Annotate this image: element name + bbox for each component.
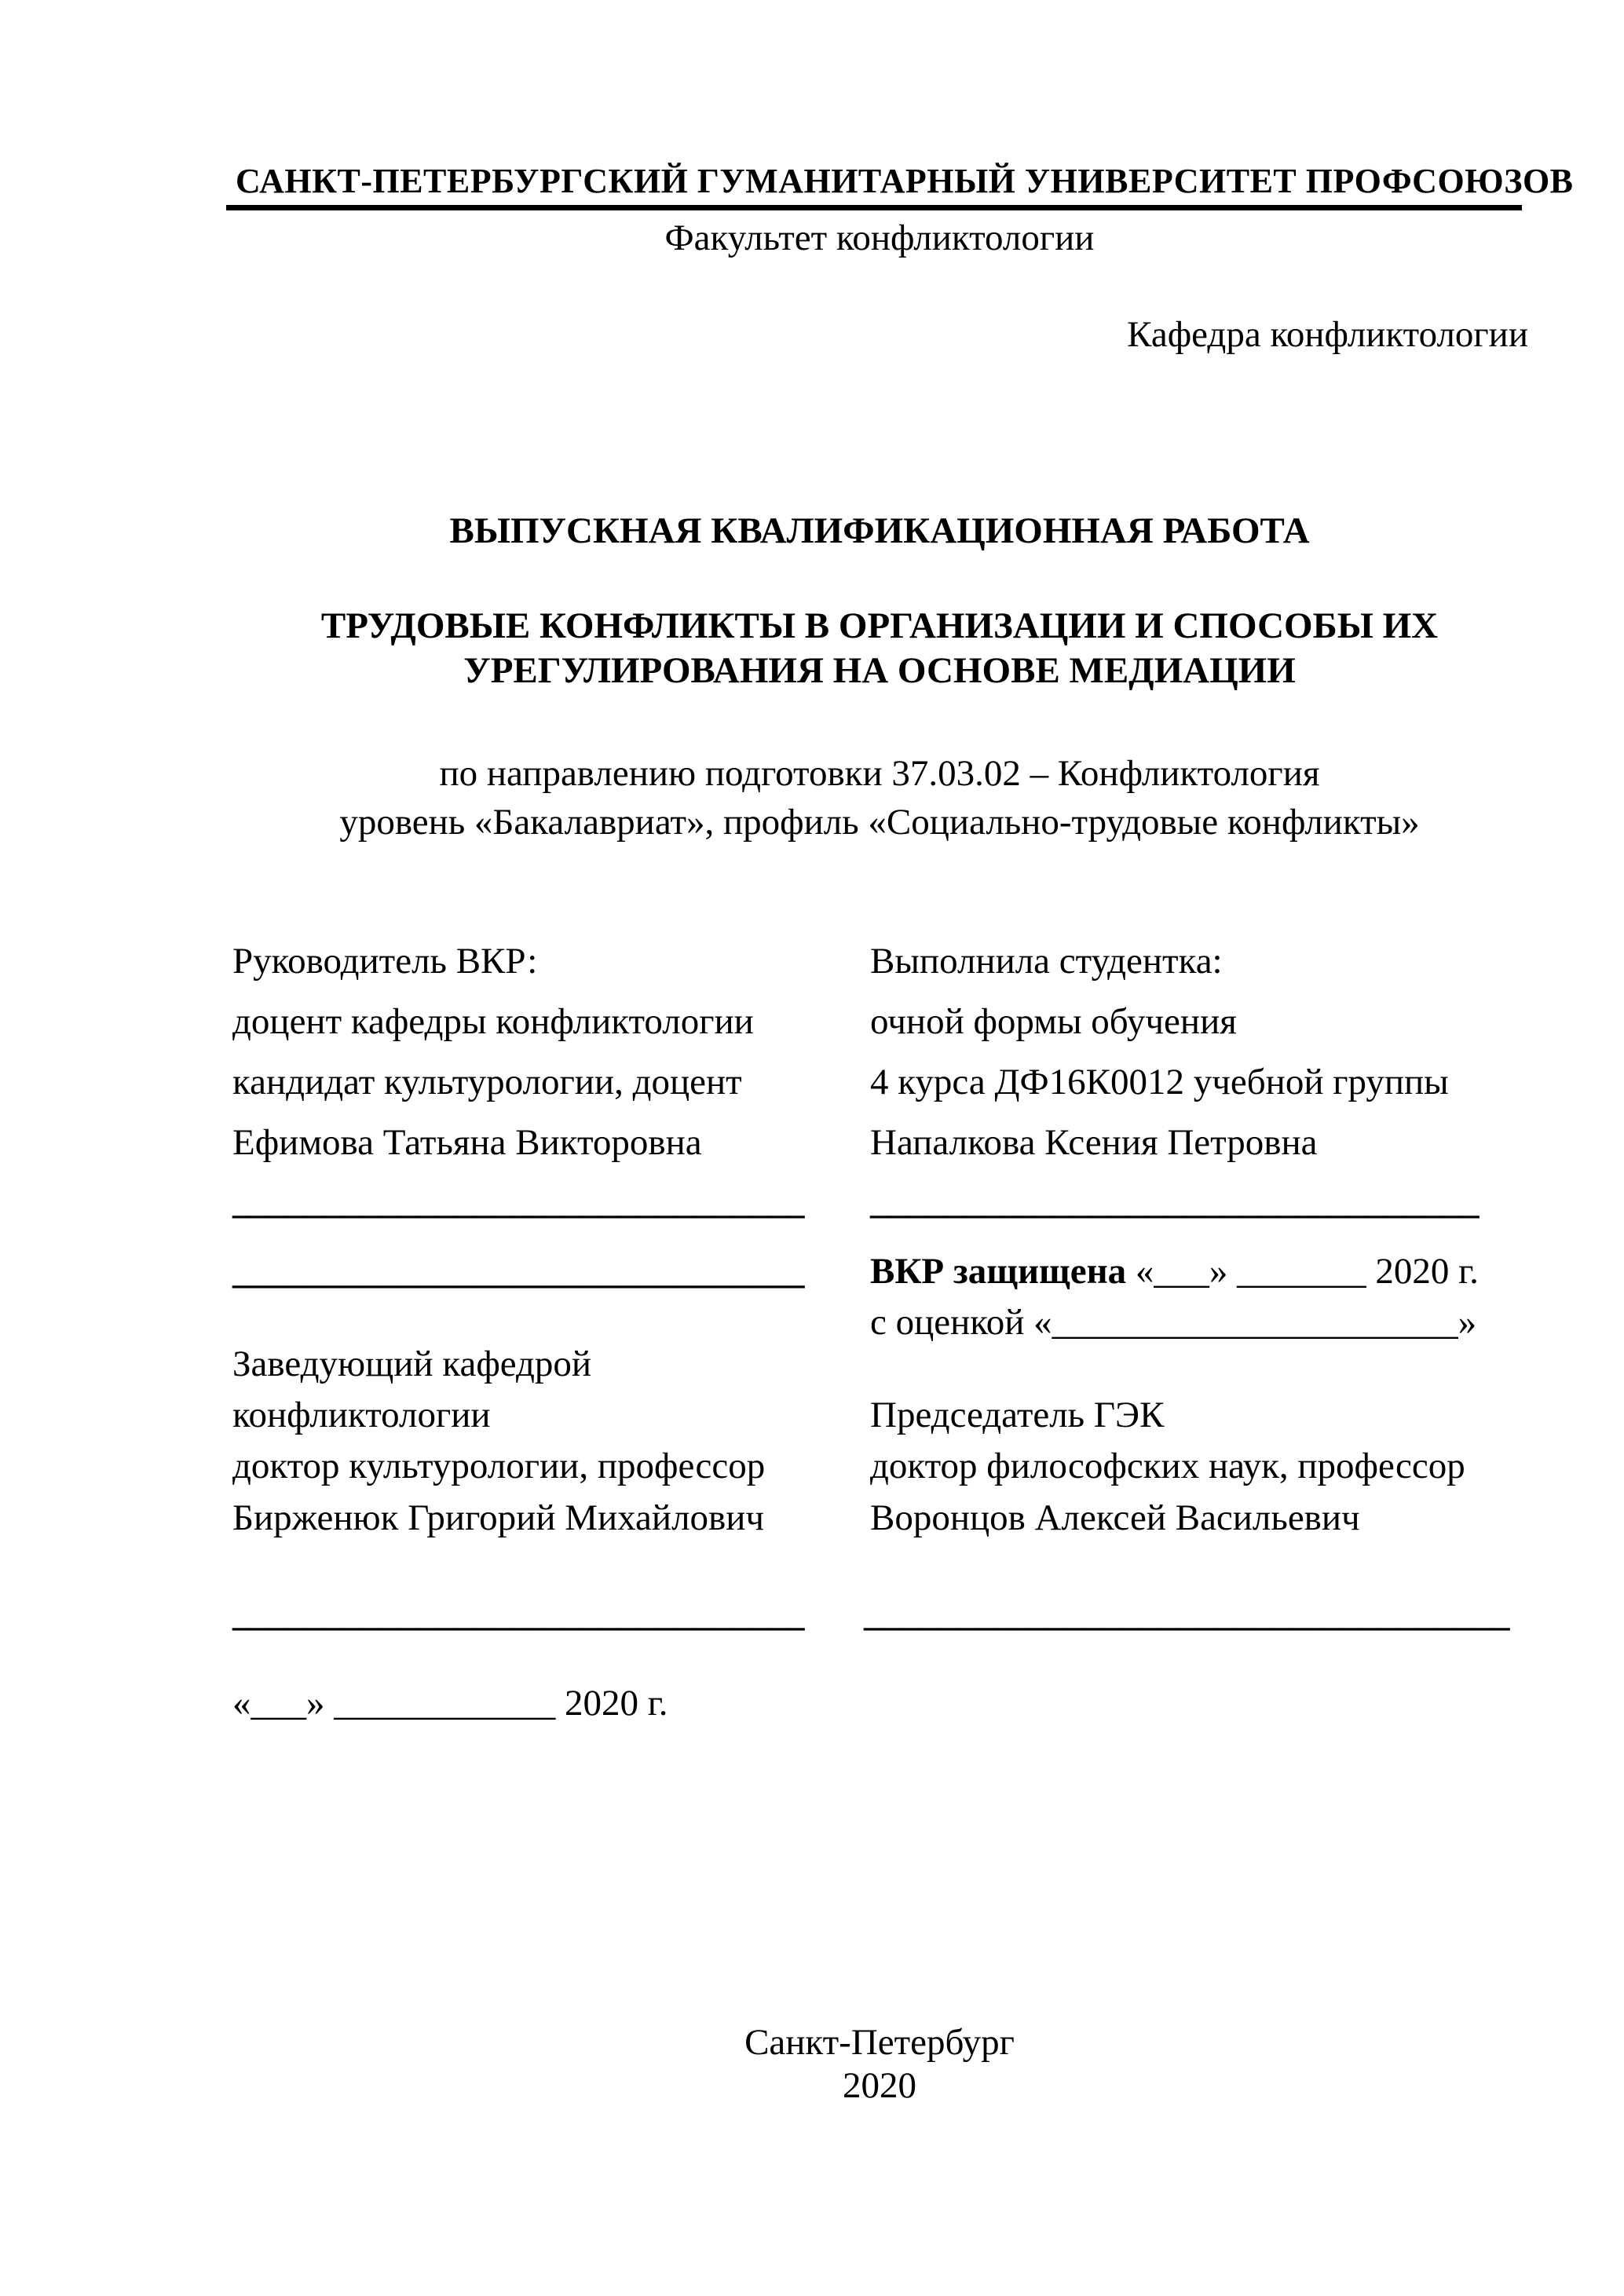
letterhead-rule (226, 205, 1522, 210)
defense-label: ВКР защищена (870, 1251, 1127, 1292)
student-group: 4 курса ДФ16К0012 учебной группы (870, 1062, 1449, 1102)
supervisor-label: Руководитель ВКР: (232, 941, 538, 982)
dept-head-label-line1: Заведующий кафедрой (232, 1344, 592, 1384)
thesis-title-line1: ТРУДОВЫЕ КОНФЛИКТЫ В ОРГАНИЗАЦИИ И СПОСОБЫ ИХ (320, 605, 1439, 646)
supervisor-signature-line-2: _______________________________ (232, 1251, 805, 1292)
chairman-degree: доктор философских наук, профессор (870, 1446, 1465, 1486)
dept-head-signature-line: _______________________________ (232, 1593, 805, 1634)
defense-date-blank: «___» _______ 2020 г. (1135, 1251, 1479, 1292)
student-name: Напалкова Ксения Петровна (870, 1122, 1318, 1163)
footer-year: 2020 (843, 2065, 916, 2106)
supervisor-position: доцент кафедры конфликтологии (232, 1001, 754, 1042)
work-type-heading: ВЫПУСКНАЯ КВАЛИФИКАЦИОННАЯ РАБОТА (449, 510, 1310, 551)
chairman-label: Председатель ГЭК (870, 1395, 1165, 1435)
faculty-name: Факультет конфликтологии (664, 218, 1095, 258)
student-signature-line: _________________________________ (870, 1181, 1480, 1222)
chairman-signature-line: ___________________________________ (864, 1593, 1510, 1634)
chairman-name: Воронцов Алексей Васильевич (870, 1497, 1360, 1538)
program-level: уровень «Бакалавриат», профиль «Социально-трудовые конфликты» (339, 802, 1420, 843)
defense-grade-line: с оценкой «______________________» (870, 1302, 1477, 1343)
student-label: Выполнила студентка: (870, 941, 1223, 982)
dept-head-degree: доктор культурологии, профессор (232, 1446, 766, 1486)
program-direction: по направлению подготовки 37.03.02 – Конфликтология (439, 753, 1320, 794)
department-name: Кафедра конфликтологии (1127, 314, 1528, 355)
dept-head-date-line: «___» ____________ 2020 г. (232, 1683, 668, 1724)
supervisor-name: Ефимова Татьяна Викторовна (232, 1122, 702, 1163)
thesis-title-line2: УРЕГУЛИРОВАНИЯ НА ОСНОВЕ МЕДИАЦИИ (463, 650, 1296, 691)
dept-head-name: Бирженюк Григорий Михайлович (232, 1497, 765, 1538)
supervisor-degree: кандидат культурологии, доцент (232, 1062, 742, 1102)
supervisor-signature-line: _______________________________ (232, 1181, 805, 1222)
defense-line (870, 1250, 1479, 1293)
student-study-form: очной формы обучения (870, 1001, 1237, 1042)
university-name: САНКТ-ПЕТЕРБУРГСКИЙ ГУМАНИТАРНЫЙ УНИВЕРСИТЕТ ПРОФСОЮЗОВ (236, 162, 1574, 200)
dept-head-label-line2: конфликтологии (232, 1395, 491, 1435)
footer-city: Санкт-Петербург (744, 2022, 1015, 2063)
